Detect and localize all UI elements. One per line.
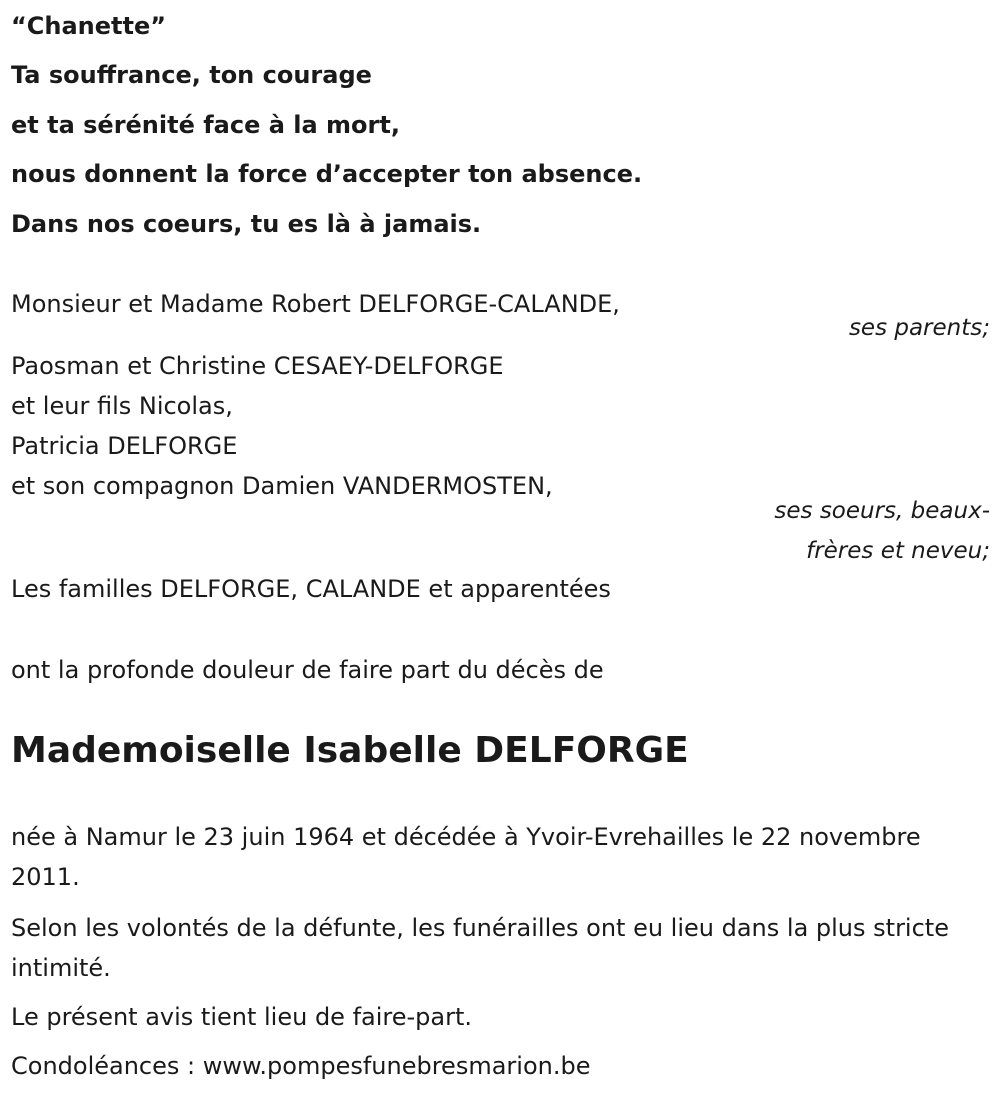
sibling-line-2: et leur fils Nicolas, (11, 392, 233, 420)
announcement: ont la profonde douleur de faire part du décès de (11, 656, 604, 684)
funeral-details: Selon les volontés de la défunte, les funérailles ont eu lieu dans la plus stricte intimité. (11, 914, 949, 982)
poem-line-2: et ta sérénité face à la mort, (11, 111, 400, 139)
condolences-text: Condoléances : www.pompesfunebresmarion.be (11, 1052, 591, 1080)
siblings-relation-line-1: ses soeurs, beaux- (774, 498, 990, 524)
siblings-relation-line-2: frères et neveu; (806, 538, 990, 564)
birth-death-details: née à Namur le 23 juin 1964 et décédée à Yvoir-Evrehailles le 22 novembre 2011. (11, 823, 921, 891)
sibling-line-1: Paosman et Christine CESAEY-DELFORGE (11, 352, 504, 380)
deceased-name: Mademoiselle Isabelle DELFORGE (11, 730, 689, 771)
extended-families: Les familles DELFORGE, CALANDE et apparentées (11, 575, 611, 603)
parents-names: Monsieur et Madame Robert DELFORGE-CALANDE, (11, 290, 620, 318)
sibling-line-3: Patricia DELFORGE (11, 432, 238, 460)
sibling-line-4: et son compagnon Damien VANDERMOSTEN, (11, 472, 553, 500)
notice-text: Le présent avis tient lieu de faire-part. (11, 1003, 473, 1031)
poem-line-3: nous donnent la force d’accepter ton absence. (11, 160, 643, 188)
poem-line-4: Dans nos coeurs, tu es là à jamais. (11, 210, 482, 238)
nickname: “Chanette” (11, 12, 167, 40)
poem-line-1: Ta souffrance, ton courage (11, 61, 372, 89)
parents-relation: ses parents; (848, 315, 990, 341)
